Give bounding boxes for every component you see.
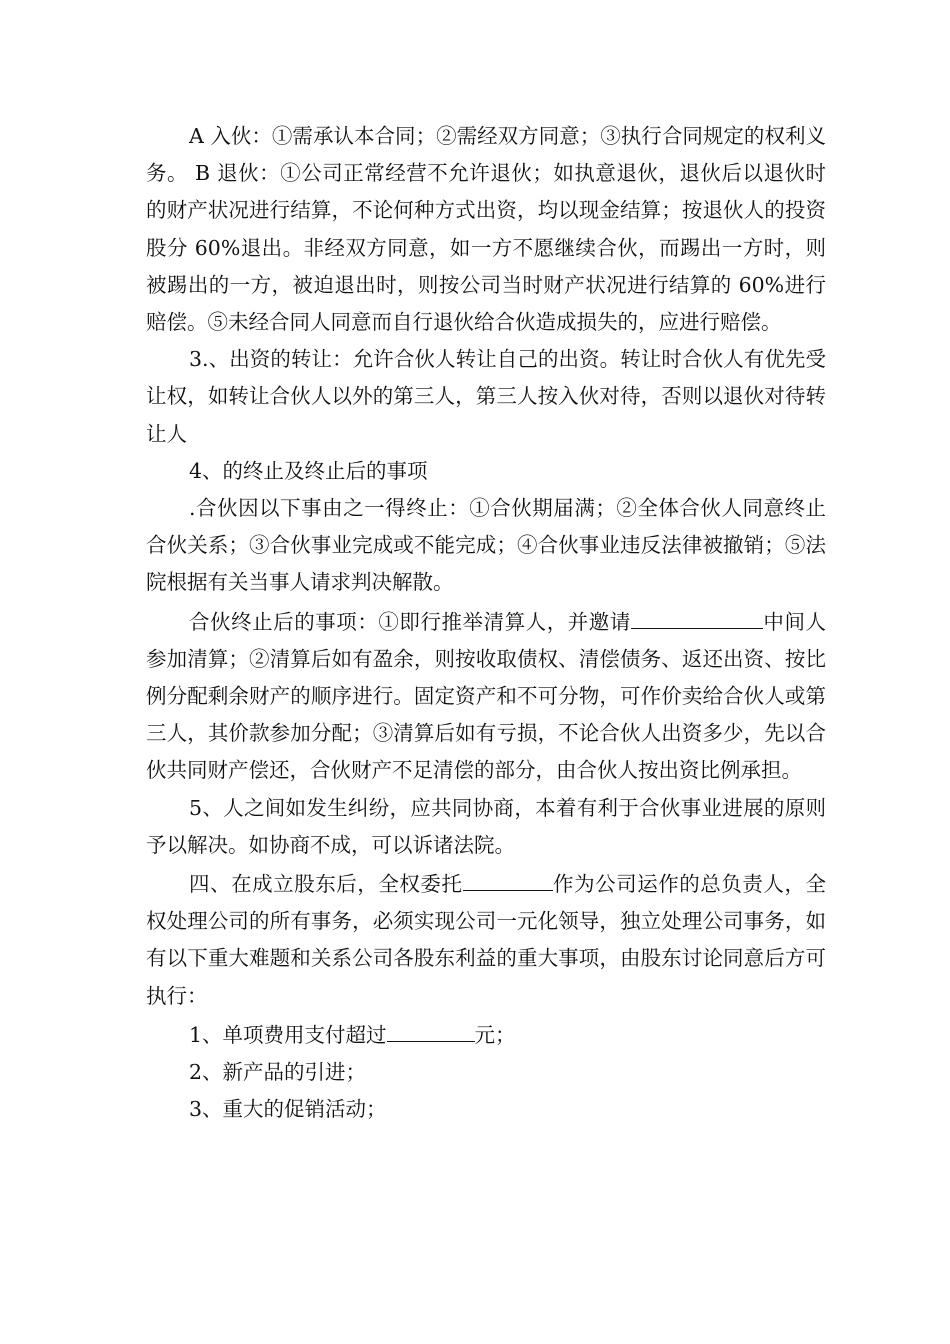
- paragraph-text-before: 1、单项费用支付超过: [189, 1022, 387, 1047]
- paragraph-text-after: 元；: [474, 1022, 516, 1047]
- paragraph-text-before: 合伙终止后的事项：①即行推举清算人，并邀请: [189, 609, 631, 634]
- paragraph-text: 4、的终止及终止后的事项: [189, 458, 428, 483]
- paragraph-post-termination: [146, 602, 826, 790]
- paragraph-text-after: 作为公司运作的总负责人，全权处理公司的所有事务，必须实现公司一元化领导，独立处理公司事务，如有以下重大难题和关系公司各股东利益的重大事项，由股东讨论同意后方可执行：: [146, 872, 826, 1008]
- paragraph-text-after: 中间人参加清算；②清算后如有盈余，则按收取债权、清偿债务、返还出资、按比例分配剩余财产的顺序进行。固定资产和不可分物，可作价卖给合伙人或第三人，其价款参加分配；③清算后如有亏损，不论合伙人出资多少，先以合伙共同财产偿还，合伙财产不足清偿的部分，由合伙人按出资比例承担。: [146, 609, 827, 783]
- paragraph-text: .合伙因以下事由之一得终止：①合伙期届满；②全体合伙人同意终止合伙关系；③合伙事业完成或不能完成；④合伙事业违反法律被撤销；⑤法院根据有关当事人请求判决解散。: [146, 496, 826, 595]
- paragraph-text: 2、新产品的引进；: [189, 1060, 367, 1085]
- list-item-new-products: [146, 1054, 826, 1091]
- paragraph-termination-heading: [146, 453, 826, 490]
- paragraph-text: 3、重大的促销活动；: [189, 1097, 387, 1122]
- list-item-promotions: [146, 1091, 826, 1128]
- list-item-expense-limit: [146, 1015, 826, 1054]
- fill-in-blank-amount[interactable]: [387, 1015, 475, 1042]
- paragraph-text: 5、人之间如发生纠纷，应共同协商，本着有利于合伙事业进展的原则予以解决。如协商不成，可以诉诸法院。: [146, 795, 826, 857]
- paragraph-text: A 入伙：①需承认本合同；②需经双方同意；③执行合同规定的权利义务。 B 退伙：①公司正常经营不允许退伙；如执意退伙，退伙后以退伙时的财产状况进行结算，不论何种方式出资，均以现金结算；按退伙人的投资股分 60%退出。非经双方同意，如一方不愿继续合伙，而踢出一方时，则被踢出的一方，被迫退出时，则按公司当时财产状况进行结算的 60%进行赔偿。⑤未经合同人同意而自行退伙给合伙造成损失的，应进行赔偿。: [146, 124, 826, 335]
- paragraph-text: 3.、出资的转让：允许合伙人转让自己的出资。转让时合伙人有优先受让权，如转让合伙人以外的第三人，第三人按入伙对待，否则以退伙对待转让人: [146, 347, 826, 446]
- paragraph-delegation: [146, 864, 826, 1015]
- fill-in-blank-manager[interactable]: [463, 864, 553, 891]
- paragraph-termination-causes: [146, 490, 826, 602]
- paragraph-join-withdraw: [146, 118, 826, 341]
- document-page: [146, 118, 826, 1128]
- paragraph-disputes: [146, 790, 826, 864]
- paragraph-text-before: 四、在成立股东后，全权委托: [189, 872, 463, 897]
- fill-in-blank-mediator[interactable]: [631, 602, 763, 629]
- paragraph-capital-transfer: [146, 341, 826, 453]
